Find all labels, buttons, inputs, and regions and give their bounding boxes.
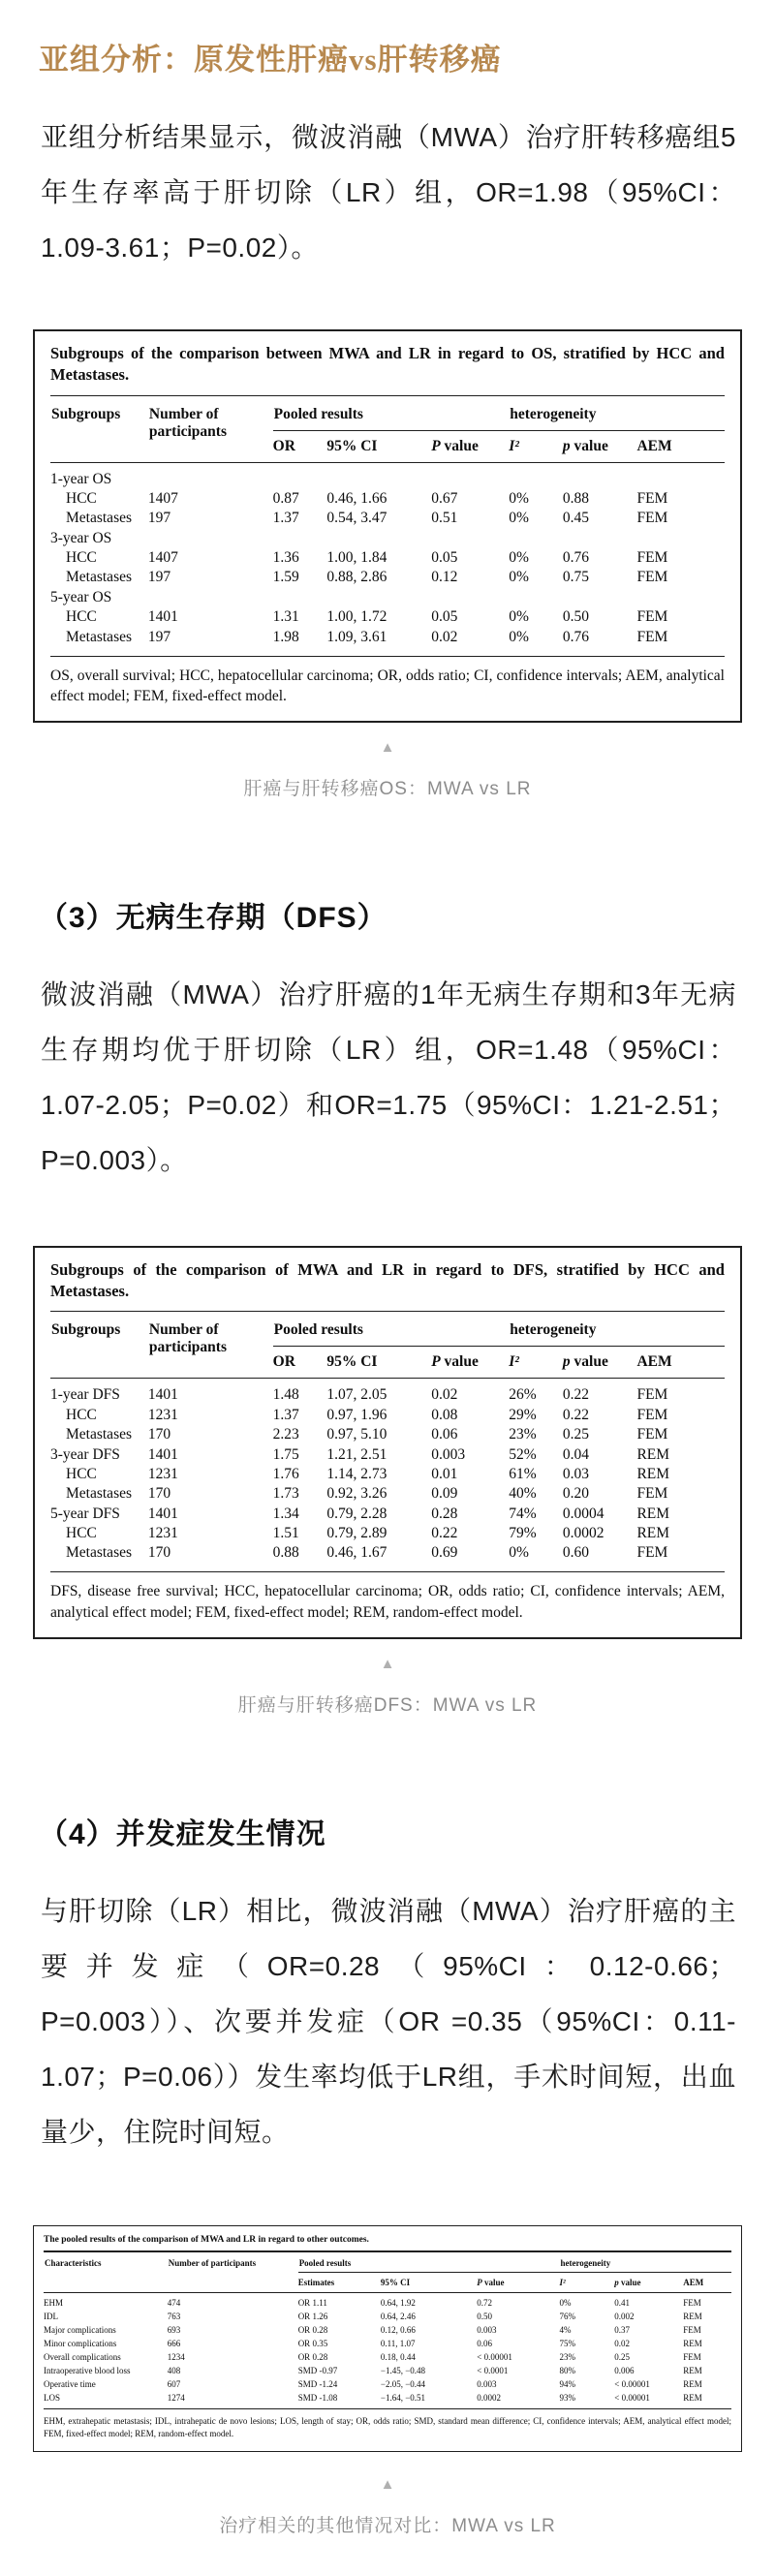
table-cell: 0% <box>559 2297 572 2308</box>
table-cell: 29% <box>509 1406 537 1423</box>
table-cell <box>636 462 725 489</box>
table-cell: 1274 <box>167 2392 185 2403</box>
table-cell: 1401 <box>147 608 178 626</box>
page-title: 亚组分析：原发性肝癌vs肝转移癌 <box>39 43 502 77</box>
table-row <box>44 2310 731 2323</box>
table-grid <box>50 1312 725 1572</box>
table-cell: 1.37 <box>272 510 299 527</box>
table-cell: HCC <box>66 1525 97 1542</box>
table-cell: 0% <box>509 549 529 567</box>
os-subgroup-table <box>33 329 742 723</box>
table-cell: FEM <box>636 1406 668 1423</box>
section-heading-complications: （4）并发症发生情况 <box>39 1817 326 1850</box>
table-cell: 1.37 <box>272 1406 299 1423</box>
table-cell: SMD -0.97 <box>297 2365 338 2375</box>
column-group-header: heterogeneity <box>509 1312 725 1347</box>
table-cell: 76% <box>559 2311 575 2321</box>
column-header: Subgroups <box>50 1312 148 1379</box>
table-cell: 1401 <box>147 1505 178 1522</box>
table-cell: 0.76 <box>562 628 590 645</box>
figure-caption: 肝癌与肝转移癌OS：MWA vs LR <box>243 778 532 799</box>
table-row <box>44 2292 731 2310</box>
table-cell: FEM <box>636 628 668 645</box>
figure-caption: 肝癌与肝转移癌DFS：MWA vs LR <box>237 1694 538 1716</box>
table-cell: SMD -1.24 <box>297 2378 338 2389</box>
table-cell: HCC <box>66 1406 97 1423</box>
table-cell: 3-year DFS <box>50 1445 120 1463</box>
table-cell: HCC <box>66 549 97 567</box>
table-cell: 408 <box>167 2365 181 2375</box>
table-cell: SMD -1.08 <box>297 2392 338 2403</box>
table-cell: 1231 <box>147 1406 178 1423</box>
column-subheader: 95% CI <box>381 2272 477 2292</box>
table-cell: FEM <box>683 2297 701 2308</box>
table-cell: 52% <box>509 1445 537 1463</box>
table-cell: 0.003 <box>431 1445 466 1463</box>
table-cell: 607 <box>167 2378 181 2389</box>
table-cell: Metastases <box>66 628 133 645</box>
table-cell <box>326 528 431 547</box>
table-cell: 0.88, 2.86 <box>326 569 388 586</box>
table-cell: 170 <box>147 1485 171 1503</box>
figure-os-table <box>33 329 742 800</box>
table-cell: 0.05 <box>431 608 458 626</box>
table-cell: 0.08 <box>431 1406 458 1423</box>
table-cell: 0.67 <box>431 489 458 507</box>
figure-dfs-table <box>33 1246 742 1717</box>
table-cell <box>326 462 431 489</box>
table-cell: 0.97, 1.96 <box>326 1406 388 1423</box>
table-row <box>50 1505 725 1524</box>
table-row <box>44 2323 731 2337</box>
table-cell: 666 <box>167 2338 181 2348</box>
table-cell: 0.0002 <box>562 1525 604 1542</box>
table-cell <box>273 528 327 547</box>
table-cell: Metastases <box>66 569 133 586</box>
column-group-header: heterogeneity <box>509 396 725 431</box>
table-row <box>50 509 725 528</box>
triangle-up-icon: ▲ <box>380 738 395 756</box>
table-cell: 1231 <box>147 1525 178 1542</box>
table-cell: FEM <box>683 2324 701 2335</box>
table-row <box>50 1379 725 1406</box>
table-cell: 197 <box>147 628 171 645</box>
table-cell <box>509 588 563 607</box>
table-cell: 197 <box>147 510 171 527</box>
table-title: Subgroups of the comparison between MWA and LR in regard to OS, stratified by HCC and Metastases. <box>50 343 725 396</box>
table-cell: < 0.00001 <box>614 2378 650 2389</box>
table-cell: 0.22 <box>562 1386 590 1404</box>
table-cell: HCC <box>66 489 97 507</box>
column-subheader: p value <box>563 430 637 462</box>
table-cell: 0.06 <box>431 1426 458 1443</box>
table-cell <box>431 588 509 607</box>
table-cell: 0.02 <box>614 2338 630 2348</box>
table-cell: 0.79, 2.89 <box>326 1525 388 1542</box>
triangle-up-icon: ▲ <box>380 2475 395 2493</box>
table-cell: REM <box>636 1525 670 1542</box>
table-cell <box>273 588 327 607</box>
table-cell: 1.36 <box>272 549 299 567</box>
table-cell <box>509 528 563 547</box>
table-cell: OR 0.35 <box>297 2338 328 2348</box>
table-cell: 75% <box>559 2338 575 2348</box>
table-cell: 0.50 <box>477 2311 493 2321</box>
column-subheader: P value <box>431 430 509 462</box>
table-cell: 2.23 <box>272 1426 299 1443</box>
column-subheader: Estimates <box>298 2272 381 2292</box>
table-cell: 0% <box>509 510 529 527</box>
table-cell: 0.0004 <box>562 1505 604 1522</box>
table-cell: < 0.00001 <box>614 2392 650 2403</box>
table-cell: 74% <box>509 1505 537 1522</box>
table-cell: EHM <box>44 2297 63 2308</box>
table-cell: REM <box>683 2392 702 2403</box>
column-header: Subgroups <box>50 396 148 463</box>
table-cell: Minor complications <box>44 2338 117 2348</box>
column-subheader: p value <box>614 2272 683 2292</box>
table-row <box>50 1524 725 1543</box>
table-cell: −2.05, −0.44 <box>380 2378 426 2389</box>
table-row <box>50 1543 725 1572</box>
table-cell: 0.20 <box>562 1485 590 1503</box>
table-cell: 1.14, 2.73 <box>326 1465 388 1482</box>
table-row <box>50 528 725 547</box>
table-title: Subgroups of the comparison of MWA and LR in regard to DFS, stratified by HCC and Metastases. <box>50 1259 725 1313</box>
column-subheader: P value <box>477 2272 559 2292</box>
table-cell: 0.88 <box>272 1544 299 1562</box>
table-cell: IDL <box>44 2311 58 2321</box>
table-cell: 0.75 <box>562 569 590 586</box>
table-cell: 0.06 <box>477 2338 493 2348</box>
table-row <box>44 2377 731 2391</box>
table-cell: 763 <box>167 2311 181 2321</box>
table-cell: REM <box>636 1465 670 1482</box>
table-cell: 474 <box>167 2297 181 2308</box>
table-cell <box>563 528 637 547</box>
column-group-header: Pooled results <box>273 396 510 431</box>
table-cell: 0.003 <box>477 2324 497 2335</box>
table-cell: < 0.00001 <box>477 2351 512 2362</box>
table-row <box>50 489 725 509</box>
table-cell: 0.03 <box>562 1465 590 1482</box>
table-row <box>44 2364 731 2377</box>
table-cell: 5-year OS <box>50 588 112 605</box>
paragraph-dfs: 微波消融（MWA）治疗肝癌的1年无病生存期和3年无病生存期均优于肝切除（LR）组，OR=1.48（95%CI：1.07-2.05；P=0.02）和OR=1.75（95%CI：1.21-2.51；P=0.003）。 <box>41 978 736 1175</box>
table-title: The pooled results of the comparison of MWA and LR in regard to other outcomes. <box>44 2234 731 2252</box>
column-subheader: P value <box>431 1347 509 1379</box>
table-cell: FEM <box>636 510 668 527</box>
column-header: Characteristics <box>44 2252 168 2293</box>
table-footnote: EHM, extrahepatic metastasis; IDL, intrahepatic de novo lesions; LOS, length of stay; OR, odds ratio; SMD, standard mean difference; CI, confidence intervals; AEM, analytical effect model; FEM, fixed-effect model; REM, random-effect model. <box>44 2415 731 2439</box>
table-row <box>44 2391 731 2409</box>
table-cell: 1-year OS <box>50 470 112 487</box>
table-cell: 0.41 <box>614 2297 630 2308</box>
table-cell: 23% <box>559 2351 575 2362</box>
table-cell <box>636 528 725 547</box>
column-subheader: 95% CI <box>326 1347 431 1379</box>
table-cell: 0.25 <box>614 2351 630 2362</box>
column-subheader: p value <box>563 1347 637 1379</box>
table-cell: REM <box>683 2338 702 2348</box>
table-cell: Overall complications <box>44 2351 121 2362</box>
table-cell <box>509 462 563 489</box>
table-cell: FEM <box>636 1485 668 1503</box>
table-row <box>50 548 725 568</box>
table-cell: FEM <box>636 549 668 567</box>
table-cell: 0.25 <box>562 1426 590 1443</box>
table-cell <box>431 528 509 547</box>
table-cell: 0.88 <box>562 489 590 507</box>
table-cell: 693 <box>167 2324 181 2335</box>
table-row <box>50 627 725 656</box>
table-cell: 94% <box>559 2378 575 2389</box>
column-subheader: AEM <box>636 430 725 462</box>
table-cell: 1.59 <box>272 569 299 586</box>
table-cell: 1.21, 2.51 <box>326 1445 388 1463</box>
table-cell: Metastases <box>66 1426 133 1443</box>
table-cell: FEM <box>636 569 668 586</box>
table-cell: Intraoperative blood loss <box>44 2365 131 2375</box>
table-cell: 0.05 <box>431 549 458 567</box>
table-cell: −1.64, −0.51 <box>380 2392 426 2403</box>
table-cell: 0.69 <box>431 1544 458 1562</box>
table-cell: 0.64, 2.46 <box>380 2311 416 2321</box>
table-cell: REM <box>683 2311 702 2321</box>
table-cell: 4% <box>559 2324 572 2335</box>
table-footnote: DFS, disease free survival; HCC, hepatocellular carcinoma; OR, odds ratio; CI, confidence intervals; AEM, analytical effect model; FEM, fixed-effect model; REM, random-effect model. <box>50 1583 725 1622</box>
table-cell: 0.87 <box>272 489 299 507</box>
table-cell: 0.92, 3.26 <box>326 1485 388 1503</box>
table-cell: FEM <box>636 608 668 626</box>
table-cell: 0.51 <box>431 510 458 527</box>
table-row <box>50 568 725 587</box>
table-cell: 0.12, 0.66 <box>380 2324 416 2335</box>
table-cell: 1234 <box>167 2351 185 2362</box>
column-group-header: Pooled results <box>273 1312 510 1347</box>
table-cell: 0.45 <box>562 510 590 527</box>
table-cell: FEM <box>636 1386 668 1404</box>
table-cell <box>148 462 273 489</box>
table-cell: 0.76 <box>562 549 590 567</box>
table-cell <box>563 462 637 489</box>
column-header: Number of participants <box>148 396 273 463</box>
table-cell: 1.00, 1.84 <box>326 549 388 567</box>
table-cell: 26% <box>509 1386 537 1404</box>
section-heading-dfs: （3）无病生存期（DFS） <box>39 901 388 934</box>
column-subheader: 95% CI <box>326 430 431 462</box>
table-cell: 0.04 <box>562 1445 590 1463</box>
table-cell: 0.02 <box>431 628 458 645</box>
table-cell: 93% <box>559 2392 575 2403</box>
table-cell: 170 <box>147 1426 171 1443</box>
table-cell: 1401 <box>147 1386 178 1404</box>
table-cell: Metastases <box>66 1544 133 1562</box>
table-row <box>50 607 725 627</box>
table-cell: FEM <box>636 489 668 507</box>
table-cell: 0.22 <box>431 1525 458 1542</box>
table-cell <box>431 462 509 489</box>
table-cell: 1407 <box>147 549 178 567</box>
column-subheader: AEM <box>636 1347 725 1379</box>
table-cell: 1.48 <box>272 1386 299 1404</box>
table-cell: 1.76 <box>272 1465 299 1482</box>
table-grid <box>50 396 725 657</box>
table-cell: 1231 <box>147 1465 178 1482</box>
figure-outcomes-table <box>33 2225 742 2537</box>
column-subheader: I² <box>509 430 563 462</box>
table-cell: 1.73 <box>272 1485 299 1503</box>
table-cell: HCC <box>66 1465 97 1482</box>
table-cell: −1.45, −0.48 <box>380 2365 426 2375</box>
dfs-subgroup-table <box>33 1246 742 1639</box>
table-cell: FEM <box>683 2351 701 2362</box>
table-cell: 1.09, 3.61 <box>326 628 388 645</box>
table-cell: 5-year DFS <box>50 1505 120 1522</box>
table-cell: 0.01 <box>431 1465 458 1482</box>
table-cell: 0.28 <box>431 1505 458 1522</box>
table-cell: 23% <box>509 1426 537 1443</box>
table-cell: Metastases <box>66 1485 133 1503</box>
table-cell: 0.0002 <box>477 2392 502 2403</box>
table-cell: REM <box>683 2378 702 2389</box>
table-cell: 0.02 <box>431 1386 458 1404</box>
table-cell: 0.60 <box>562 1544 590 1562</box>
table-cell: OR 0.28 <box>297 2351 328 2362</box>
table-cell <box>148 528 273 547</box>
column-header: Number of participants <box>168 2252 298 2293</box>
column-subheader: OR <box>273 1347 327 1379</box>
table-cell: 0.64, 1.92 <box>380 2297 416 2308</box>
table-cell: 1.07, 2.05 <box>326 1386 388 1404</box>
table-cell: 0% <box>509 489 529 507</box>
table-cell: 1.98 <box>272 628 299 645</box>
table-cell: OR 1.26 <box>297 2311 328 2321</box>
table-cell: OR 0.28 <box>297 2324 328 2335</box>
table-grid <box>44 2252 731 2409</box>
column-subheader: I² <box>559 2272 614 2292</box>
table-row <box>50 1425 725 1444</box>
table-cell: 1.31 <box>272 608 299 626</box>
table-cell: 0.54, 3.47 <box>326 510 388 527</box>
table-cell: 1.75 <box>272 1445 299 1463</box>
table-cell: 0.006 <box>614 2365 635 2375</box>
triangle-up-icon: ▲ <box>380 1655 395 1672</box>
table-cell: 0% <box>509 1544 529 1562</box>
table-row <box>50 1444 725 1464</box>
table-cell: 1401 <box>147 1445 178 1463</box>
figure-caption: 治疗相关的其他情况对比：MWA vs LR <box>219 2515 556 2536</box>
table-cell: 170 <box>147 1544 171 1562</box>
table-cell <box>148 588 273 607</box>
table-cell: 0.11, 1.07 <box>380 2338 416 2348</box>
table-cell: 0.50 <box>562 608 590 626</box>
table-row <box>44 2337 731 2350</box>
table-cell: 197 <box>147 569 171 586</box>
paragraph-complications: 与肝切除（LR）相比，微波消融（MWA）治疗肝癌的主要并发症（OR=0.28（95%CI：0.12-0.66；P=0.003））、次要并发症（OR =0.35（95%CI：0.11-1.07；P=0.06））发生率均低于LR组，手术时间短，出血量少，住院时间短。 <box>41 1895 736 2147</box>
table-cell: 0.18, 0.44 <box>380 2351 416 2362</box>
table-row <box>50 588 725 607</box>
table-cell: 0.22 <box>562 1406 590 1423</box>
other-outcomes-table <box>33 2225 742 2452</box>
table-cell: FEM <box>636 1544 668 1562</box>
table-cell: Major complications <box>44 2324 116 2335</box>
table-cell: REM <box>636 1505 670 1522</box>
column-subheader: AEM <box>683 2272 731 2292</box>
table-cell: HCC <box>66 608 97 626</box>
table-cell: 1.00, 1.72 <box>326 608 388 626</box>
column-subheader: I² <box>509 1347 563 1379</box>
table-cell: 0% <box>509 608 529 626</box>
table-cell: 0.003 <box>477 2378 497 2389</box>
table-cell: 61% <box>509 1465 537 1482</box>
table-cell: < 0.0001 <box>477 2365 509 2375</box>
table-cell: 0.37 <box>614 2324 630 2335</box>
table-row <box>50 1406 725 1425</box>
table-cell <box>636 588 725 607</box>
table-cell: 1.34 <box>272 1505 299 1522</box>
column-header: Number of participants <box>148 1312 273 1379</box>
table-cell: LOS <box>44 2392 61 2403</box>
table-cell: 80% <box>559 2365 575 2375</box>
table-cell: 1.51 <box>272 1525 299 1542</box>
table-row <box>50 1465 725 1484</box>
paragraph-intro: 亚组分析结果显示，微波消融（MWA）治疗肝转移癌组5年生存率高于肝切除（LR）组，OR=1.98（95%CI：1.09-3.61；P=0.02）。 <box>41 122 736 263</box>
table-cell: REM <box>683 2365 702 2375</box>
table-cell: Metastases <box>66 510 133 527</box>
table-cell: 0.002 <box>614 2311 635 2321</box>
table-row <box>50 462 725 489</box>
table-cell: REM <box>636 1445 670 1463</box>
table-cell: 0.79, 2.28 <box>326 1505 388 1522</box>
table-cell: 0% <box>509 628 529 645</box>
table-cell: Operative time <box>44 2378 96 2389</box>
table-cell: 0.72 <box>477 2297 493 2308</box>
table-cell: 1-year DFS <box>50 1386 120 1404</box>
table-cell: OR 1.11 <box>297 2297 327 2308</box>
table-row <box>44 2350 731 2364</box>
table-cell <box>326 588 431 607</box>
table-cell: FEM <box>636 1426 668 1443</box>
table-cell: 3-year OS <box>50 529 112 546</box>
table-cell: 0% <box>509 569 529 586</box>
table-cell: 0.46, 1.67 <box>326 1544 388 1562</box>
table-cell: 0.09 <box>431 1485 458 1503</box>
table-cell: 79% <box>509 1525 537 1542</box>
table-cell: 1407 <box>147 489 178 507</box>
column-subheader: OR <box>273 430 327 462</box>
table-cell: 0.12 <box>431 569 458 586</box>
table-row <box>50 1484 725 1504</box>
table-cell: 0.46, 1.66 <box>326 489 388 507</box>
column-group-header: Pooled results <box>298 2252 560 2273</box>
table-cell <box>273 462 327 489</box>
table-footnote: OS, overall survival; HCC, hepatocellular carcinoma; OR, odds ratio; CI, confidence intervals; AEM, analytical effect model; FEM, fixed-effect model. <box>50 667 725 705</box>
table-cell: 40% <box>509 1485 537 1503</box>
table-cell: 0.97, 5.10 <box>326 1426 388 1443</box>
column-group-header: heterogeneity <box>559 2252 731 2273</box>
table-cell <box>563 588 637 607</box>
